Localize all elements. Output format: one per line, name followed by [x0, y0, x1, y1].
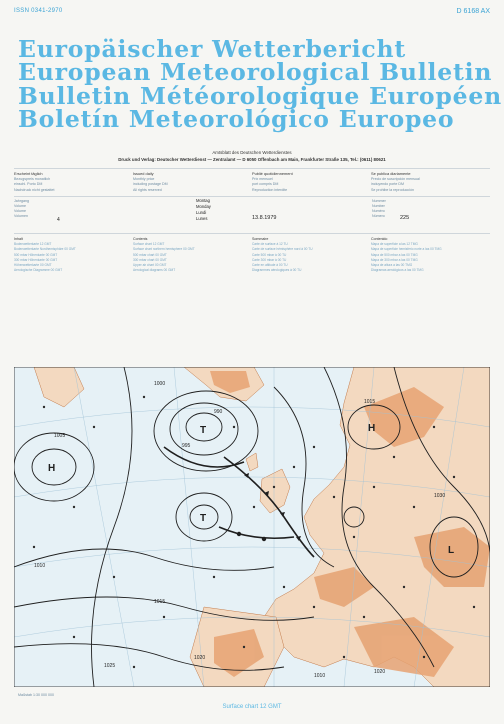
contents-column-fr — [252, 237, 371, 273]
low-pressure-center: T — [200, 425, 207, 436]
contents-line: Carte en altitude à 00 TU — [252, 263, 288, 268]
contents-line: Surface chart northern hemisphere 00 GMT — [133, 247, 195, 252]
info-line: einschl. Porto DM — [14, 182, 43, 187]
info-column-en — [133, 171, 252, 193]
isobar-label: 1005 — [54, 433, 66, 439]
divider — [14, 196, 490, 197]
front-semicircle — [237, 532, 241, 536]
front-semicircle — [262, 537, 266, 541]
number-label: Number — [372, 204, 385, 208]
isobar-label: 1000 — [154, 381, 166, 387]
isobar-label: 1015 — [154, 599, 166, 605]
isobar-label: 1030 — [434, 493, 446, 499]
surface-weather-map — [14, 367, 490, 687]
issue-number: 225 — [400, 215, 410, 221]
day-label: Lunes — [196, 216, 208, 221]
number-label: Numéro — [372, 209, 385, 213]
number-label: Número — [372, 214, 385, 218]
contents-line: Mapa de superficie hemisferio norte a las 00 TMG — [371, 247, 442, 252]
contents-column-en — [133, 237, 252, 273]
title-english: European Meteorological Bulletin — [18, 58, 493, 86]
info-heading: Se publica diariamente — [371, 171, 411, 176]
day-label: Montag — [196, 198, 210, 203]
contents-column-de — [14, 237, 133, 273]
info-line: incluyendo porte DM — [371, 182, 404, 187]
number-labels — [372, 199, 386, 219]
volume-value: 4 — [57, 217, 60, 223]
contents-line: Mapa de altura a las 00 TMG — [371, 263, 413, 268]
info-line: Se prohibe la reproducción — [371, 187, 414, 192]
info-column-fr — [252, 171, 371, 193]
isobar-label: 1020 — [194, 655, 206, 661]
title-german: Europäischer Wetterbericht — [18, 35, 406, 63]
contents-line: Mapa de superficie a las 12 TMG — [371, 242, 418, 247]
contents-line: Mapa de 300 mbar a las 00 TMG — [371, 257, 418, 262]
isobar-label: 990 — [214, 409, 223, 415]
contents-heading: Sommaire — [252, 237, 269, 241]
isobar-label: 1010 — [314, 673, 326, 679]
volume-label: Volumen — [14, 214, 28, 218]
info-heading: Issued daily — [133, 171, 154, 176]
number-label: Nummer — [372, 199, 386, 203]
contents-line: Diagramas aerológicos a las 00 TMG — [371, 268, 424, 273]
high-pressure-center: H — [368, 423, 376, 434]
contents-line: Bodenwetterkarte 12 GMT — [14, 242, 52, 247]
divider — [14, 233, 490, 234]
contents-heading: Contents — [133, 237, 148, 241]
day-label: Lundi — [196, 210, 207, 215]
issue-date: 13.8.1979 — [252, 215, 277, 221]
isobar-label: 1010 — [34, 563, 46, 569]
volume-labels — [14, 199, 29, 219]
contents-line: Mapa de 500 mbar a las 00 TMG — [371, 252, 418, 257]
contents-line: Aerological diagrams 00 GMT — [133, 268, 176, 273]
isobar-label: 1025 — [104, 663, 116, 669]
info-line: Monthly price — [133, 176, 155, 181]
info-line: Nachdruck nicht gestattet — [14, 187, 55, 192]
isobar-label: 1020 — [374, 669, 386, 675]
publisher-line-2: Druck und Verlag: Deutscher Wetterdienst — Zentralamt — D 6050 Offenbach am Main, Frankfurter Straße 135, Tel.: (0611) 80621 — [118, 157, 386, 162]
high-pressure-center: H — [48, 463, 56, 474]
info-heading: Publié quotidiennement — [252, 171, 293, 176]
map-caption: Surface chart 12 GMT — [222, 704, 282, 710]
contents-line: Aerologische Diagramme 00 GMT — [14, 268, 63, 273]
info-column-de — [14, 171, 133, 193]
contents-line: Diagrammes aérologiques à 00 TU — [252, 268, 302, 273]
day-label: Monday — [196, 204, 211, 209]
isobar-label: 1015 — [364, 399, 376, 405]
contents-line: 500 mbar chart 00 GMT — [133, 252, 167, 257]
info-line: port compris DM — [252, 182, 279, 187]
contents-line: Höhenwetterkarte 00 GMT — [14, 263, 52, 268]
contents-table — [14, 237, 490, 273]
issn: ISSN 0341-2970 — [14, 8, 63, 14]
info-line: All rights reserved — [133, 187, 162, 192]
contents-line: Carte 500 mbar à 00 TU — [252, 252, 287, 257]
divider — [14, 168, 490, 169]
contents-heading: Contenido — [371, 237, 388, 241]
day-labels — [196, 198, 211, 222]
contents-line: 300 mbar chart 00 GMT — [133, 257, 167, 262]
publisher-line-1: Amtsblatt des Deutschen Wetterdienstes — [212, 150, 292, 155]
contents-line: Carte de surface hémisphère nord à 00 TU — [252, 247, 313, 252]
low-pressure-center: L — [448, 545, 455, 556]
volume-label: Volume — [14, 209, 26, 213]
info-column-es — [371, 171, 490, 193]
title-spanish: Boletín Meteorológico Europeo — [18, 105, 455, 133]
info-heading: Erscheint täglich — [14, 171, 43, 176]
title-french: Bulletin Météorologique Européen — [18, 82, 502, 110]
contents-line: Upper air chart 00 GMT — [133, 263, 167, 268]
contents-line: Bodenwetterkarte Nordhemisphäre 00 GMT — [14, 247, 76, 252]
contents-line: 500 mbar Höhenkarte 00 GMT — [14, 252, 58, 257]
info-line: Bezugspreis monatlich — [14, 176, 51, 181]
info-columns — [14, 171, 490, 193]
info-line: Prix mensuel — [252, 176, 273, 181]
info-line: Reproduction interdite — [252, 187, 288, 192]
contents-line: Carte de surface à 12 TU — [252, 242, 288, 247]
contents-line: Surface chart 12 GMT — [133, 242, 165, 247]
low-pressure-center: T — [200, 513, 207, 524]
info-line: including postage DM — [133, 182, 168, 187]
contents-heading: Inhalt — [14, 237, 23, 241]
contents-line: Carte 300 mbar à 00 TU — [252, 257, 287, 262]
publication-code: D 6168 AX — [456, 8, 490, 15]
isobar-label: 995 — [182, 443, 191, 449]
contents-column-es — [371, 237, 490, 273]
volume-label: Jahrgang — [14, 199, 29, 203]
volume-label: Volume — [14, 204, 26, 208]
contents-line: 300 mbar Höhenkarte 00 GMT — [14, 257, 58, 262]
info-line: Precio de suscripción mensual — [371, 176, 420, 181]
map-scale: Maßstab 1:30 000 000 — [18, 693, 54, 697]
